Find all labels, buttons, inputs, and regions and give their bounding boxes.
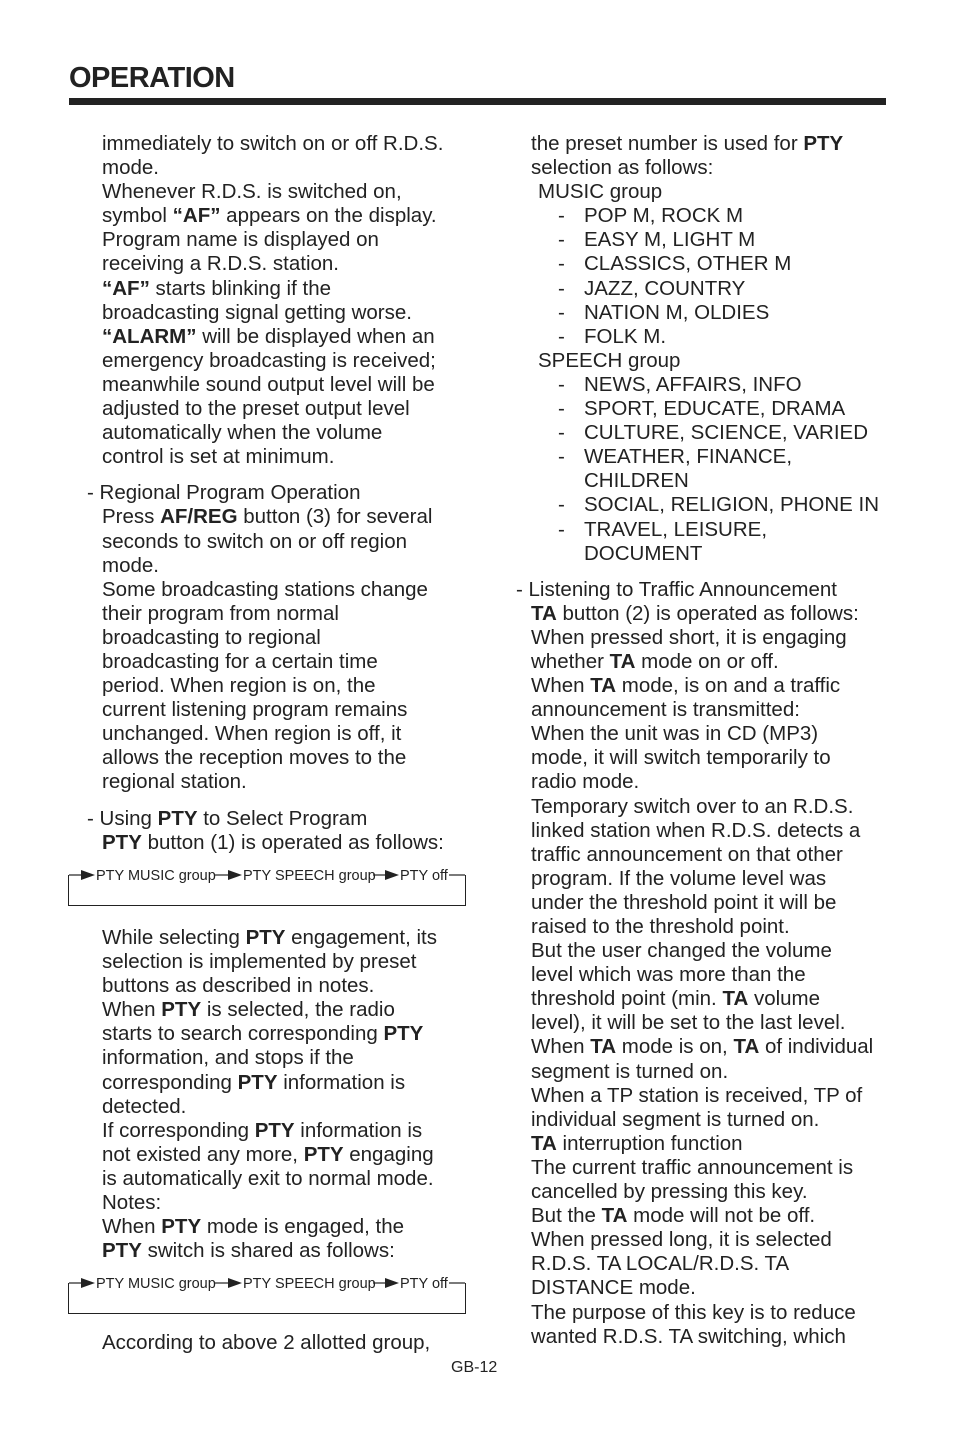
text-line: - Regional Program Operation bbox=[87, 481, 361, 505]
text-run: switch is shared as follows: bbox=[141, 1239, 395, 1263]
text-line: Program name is displayed on bbox=[102, 228, 379, 252]
text-line bbox=[516, 301, 896, 325]
text-run: mode on or off. bbox=[635, 649, 779, 673]
pty-flow-arrows bbox=[69, 863, 465, 887]
text-line bbox=[516, 421, 896, 445]
text-line bbox=[87, 204, 487, 228]
text-line: traffic announcement on that other bbox=[531, 842, 843, 866]
text-run: engaging bbox=[343, 1142, 434, 1166]
bold-term: PTY bbox=[102, 830, 142, 854]
text-line bbox=[516, 650, 896, 674]
pty-flow-row bbox=[69, 1271, 465, 1295]
text-run: the preset number is used for bbox=[531, 132, 804, 155]
text-line bbox=[516, 397, 896, 421]
text-run: is selected, the radio bbox=[201, 998, 395, 1022]
text-line bbox=[87, 831, 487, 855]
text-line: level), it will be set to the last level. bbox=[531, 1011, 846, 1035]
text-line: selection is implemented by preset bbox=[102, 950, 417, 974]
list-item-text: POP M, ROCK M bbox=[584, 204, 744, 228]
text-line bbox=[516, 469, 896, 493]
text-line: But the user changed the volume bbox=[531, 939, 832, 963]
text-run: - Using bbox=[87, 806, 158, 830]
list-dash: - bbox=[558, 300, 565, 324]
text-line: information, and stops if the bbox=[102, 1046, 354, 1070]
text-run: corresponding bbox=[102, 1070, 238, 1094]
text-line bbox=[87, 1215, 487, 1239]
list-dash: - bbox=[558, 228, 565, 252]
pty-flow-item-speech: PTY SPEECH group bbox=[243, 1276, 376, 1292]
text-line: The current traffic announcement is bbox=[531, 1155, 854, 1179]
list-item-text: EASY M, LIGHT M bbox=[584, 228, 756, 252]
bold-term: PTY bbox=[161, 998, 202, 1022]
bold-term: PTY bbox=[303, 1142, 344, 1166]
text-line bbox=[87, 1071, 487, 1095]
bold-term: TA bbox=[722, 987, 749, 1011]
text-line bbox=[516, 325, 896, 349]
text-run: mode will not be off. bbox=[627, 1204, 816, 1228]
bold-term: TA bbox=[601, 1204, 628, 1228]
page-number: GB-12 bbox=[451, 1359, 498, 1376]
text-line: is automatically exit to normal mode. bbox=[102, 1166, 434, 1190]
text-line bbox=[87, 505, 487, 529]
list-dash: - bbox=[558, 252, 565, 276]
text-line bbox=[516, 132, 896, 156]
right-column bbox=[516, 132, 896, 1349]
bold-term: PTY bbox=[254, 1118, 295, 1142]
text-run: engagement, its bbox=[285, 926, 438, 949]
text-run: But the bbox=[531, 1204, 602, 1228]
text-line bbox=[516, 518, 896, 542]
bold-term: PTY bbox=[102, 1239, 142, 1263]
text-line: broadcasting signal getting worse. bbox=[102, 300, 412, 324]
text-run: button (3) for several bbox=[237, 505, 433, 529]
text-run: While selecting bbox=[102, 926, 246, 949]
list-item-text: FOLK M. bbox=[584, 324, 667, 348]
bold-term: TA bbox=[733, 1035, 760, 1059]
bold-term: PTY bbox=[803, 132, 844, 155]
arrow-right-icon bbox=[385, 870, 399, 880]
text-line bbox=[516, 542, 896, 566]
bold-term: “ALARM” bbox=[102, 324, 197, 348]
text-line bbox=[87, 998, 487, 1022]
text-line: detected. bbox=[102, 1094, 187, 1118]
text-run: Press bbox=[102, 505, 161, 529]
text-line: Temporary switch over to an R.D.S. bbox=[531, 794, 854, 818]
text-run: When bbox=[531, 1035, 591, 1059]
text-run: information is bbox=[277, 1070, 406, 1094]
text-line: The purpose of this key is to reduce bbox=[531, 1300, 856, 1324]
text-run: appears on the display. bbox=[220, 204, 437, 228]
list-item-text: CLASSICS, OTHER M bbox=[584, 252, 792, 276]
text-line: current listening program remains bbox=[102, 698, 408, 722]
text-line bbox=[516, 277, 896, 301]
text-run: button (1) is operated as follows: bbox=[141, 830, 444, 854]
bold-term: TA bbox=[531, 601, 557, 625]
left-column-continued bbox=[87, 926, 487, 1263]
bold-term: PTY bbox=[161, 1215, 202, 1239]
text-run: button (2) is operated as follows: bbox=[556, 601, 859, 625]
text-line bbox=[87, 926, 487, 950]
list-dash: - bbox=[558, 397, 565, 421]
text-line: regional station. bbox=[102, 770, 247, 794]
text-run: to Select Program bbox=[197, 806, 368, 830]
text-run: information is bbox=[294, 1118, 423, 1142]
list-item-text: CULTURE, SCIENCE, VARIED bbox=[584, 421, 869, 445]
text-line: period. When region is on, the bbox=[102, 674, 376, 698]
text-line bbox=[87, 277, 487, 301]
text-line bbox=[516, 204, 896, 228]
text-line: individual segment is turned on. bbox=[531, 1107, 820, 1131]
text-line: program. If the volume level was bbox=[531, 866, 827, 890]
bold-term: TA bbox=[609, 649, 636, 673]
text-line: raised to the threshold point. bbox=[531, 915, 790, 938]
list-item-text: JAZZ, COUNTRY bbox=[584, 276, 746, 300]
text-line: broadcasting for a certain time bbox=[102, 649, 378, 673]
text-line: immediately to switch on or off R.D.S. bbox=[102, 132, 444, 155]
pty-flow-item-off: PTY off bbox=[400, 868, 448, 884]
list-item-text: SPORT, EDUCATE, DRAMA bbox=[584, 397, 846, 421]
text-line: mode. bbox=[102, 553, 159, 577]
text-line: linked station when R.D.S. detects a bbox=[531, 818, 861, 842]
text-run: whether bbox=[531, 649, 610, 673]
text-run: mode, is on and a traffic bbox=[616, 674, 841, 698]
text-line bbox=[516, 252, 896, 276]
text-run: When bbox=[102, 998, 162, 1022]
arrow-right-icon bbox=[228, 870, 242, 880]
text-run: volume bbox=[748, 987, 821, 1011]
text-line: level which was more than the bbox=[531, 963, 806, 987]
list-item-text: TRAVEL, LEISURE, bbox=[584, 517, 768, 541]
bold-term: TA bbox=[531, 1131, 557, 1155]
text-line: their program from normal bbox=[102, 601, 339, 625]
pty-flow-item-music: PTY MUSIC group bbox=[96, 868, 216, 884]
list-dash: - bbox=[558, 372, 565, 396]
text-line bbox=[516, 228, 896, 252]
text-run: starts blinking if the bbox=[149, 276, 331, 300]
text-line: announcement is transmitted: bbox=[531, 698, 800, 722]
text-line: meanwhile sound output level will be bbox=[102, 372, 435, 396]
text-line: emergency broadcasting is received; bbox=[102, 348, 436, 372]
pty-flow-arrows bbox=[69, 1271, 465, 1295]
bold-term: PTY bbox=[383, 1022, 424, 1046]
list-dash: - bbox=[558, 445, 565, 469]
list-item-text: DOCUMENT bbox=[584, 541, 703, 565]
text-line bbox=[516, 493, 896, 517]
text-line: control is set at minimum. bbox=[102, 445, 335, 469]
text-line: Whenever R.D.S. is switched on, bbox=[102, 180, 402, 204]
text-line: radio mode. bbox=[531, 770, 640, 794]
pty-flow-item-speech: PTY SPEECH group bbox=[243, 868, 376, 884]
text-line: mode, it will switch temporarily to bbox=[531, 746, 831, 770]
paragraph-gap bbox=[87, 469, 487, 481]
paragraph-gap bbox=[516, 566, 896, 578]
text-line: DISTANCE mode. bbox=[531, 1276, 696, 1300]
text-line bbox=[516, 1132, 896, 1156]
text-run: threshold point (min. bbox=[531, 987, 723, 1011]
arrow-right-icon bbox=[81, 1278, 95, 1288]
text-line: broadcasting to regional bbox=[102, 625, 321, 649]
list-dash: - bbox=[558, 324, 565, 348]
bold-term: TA bbox=[590, 674, 617, 698]
bold-term: “AF” bbox=[102, 276, 150, 300]
text-line: mode. bbox=[102, 156, 159, 180]
text-line: receiving a R.D.S. station. bbox=[102, 252, 339, 276]
text-line bbox=[516, 602, 896, 626]
text-line: SPEECH group bbox=[538, 348, 681, 372]
text-line: unchanged. When region is off, it bbox=[102, 722, 402, 746]
text-run: mode is on, bbox=[616, 1035, 734, 1059]
list-dash: - bbox=[558, 276, 565, 300]
text-line: allows the reception moves to the bbox=[102, 746, 407, 770]
text-line: buttons as described in notes. bbox=[102, 974, 375, 998]
bold-term: TA bbox=[590, 1035, 617, 1059]
list-dash: - bbox=[558, 421, 565, 445]
list-item-text: NATION M, OLDIES bbox=[584, 300, 770, 324]
text-line bbox=[516, 674, 896, 698]
list-dash: - bbox=[558, 204, 565, 228]
text-run: interruption function bbox=[556, 1131, 743, 1155]
list-dash: - bbox=[558, 493, 565, 517]
bold-term: PTY bbox=[237, 1070, 278, 1094]
text-line bbox=[516, 373, 896, 397]
text-run: starts to search corresponding bbox=[102, 1022, 384, 1046]
list-item-text: NEWS, AFFAIRS, INFO bbox=[584, 372, 802, 396]
left-column bbox=[87, 132, 487, 855]
bold-term: “AF” bbox=[172, 204, 221, 228]
text-line: cancelled by pressing this key. bbox=[531, 1180, 808, 1204]
text-line: wanted R.D.S. TA switching, which bbox=[531, 1324, 846, 1348]
page-title: OPERATION bbox=[69, 62, 235, 94]
text-line bbox=[87, 1239, 487, 1263]
text-run: symbol bbox=[102, 204, 173, 228]
list-dash: - bbox=[558, 517, 565, 541]
text-line bbox=[516, 987, 896, 1011]
list-item-text: CHILDREN bbox=[584, 469, 689, 493]
pty-flow-item-off: PTY off bbox=[400, 1276, 448, 1292]
text-line: When pressed long, it is selected bbox=[531, 1228, 832, 1252]
text-run: will be displayed when an bbox=[196, 324, 435, 348]
text-line bbox=[87, 1143, 487, 1167]
text-line: segment is turned on. bbox=[531, 1059, 729, 1083]
pty-flow-diagram-2 bbox=[68, 1276, 466, 1314]
text-run: not existed any more, bbox=[102, 1142, 304, 1166]
text-line: When pressed short, it is engaging bbox=[531, 625, 847, 649]
bold-term: PTY bbox=[245, 926, 286, 949]
title-rule bbox=[69, 98, 886, 105]
pty-flow-row bbox=[69, 863, 465, 887]
text-line bbox=[87, 325, 487, 349]
text-line: Some broadcasting stations change bbox=[102, 577, 428, 601]
text-run: If corresponding bbox=[102, 1118, 255, 1142]
text-line bbox=[516, 1035, 896, 1059]
left-column-end bbox=[87, 1331, 487, 1355]
bold-term: PTY bbox=[157, 806, 198, 830]
text-line: - Listening to Traffic Announcement bbox=[516, 577, 837, 601]
text-line: under the threshold point it will be bbox=[531, 890, 837, 914]
arrow-right-icon bbox=[385, 1278, 399, 1288]
text-line bbox=[87, 807, 487, 831]
bold-term: AF/REG bbox=[160, 505, 238, 529]
text-line: According to above 2 allotted group, bbox=[102, 1331, 431, 1354]
text-line: Notes: bbox=[102, 1191, 162, 1215]
arrow-right-icon bbox=[228, 1278, 242, 1288]
text-line: seconds to switch on or off region bbox=[102, 529, 408, 553]
text-line bbox=[87, 1119, 487, 1143]
text-line bbox=[87, 1022, 487, 1046]
text-line bbox=[516, 1204, 896, 1228]
text-line: automatically when the volume bbox=[102, 421, 383, 445]
text-run: When bbox=[531, 674, 591, 698]
text-line: When a TP station is received, TP of bbox=[531, 1083, 863, 1107]
text-line bbox=[516, 445, 896, 469]
list-item-text: WEATHER, FINANCE, bbox=[584, 445, 793, 469]
text-line: adjusted to the preset output level bbox=[102, 397, 410, 421]
text-line: selection as follows: bbox=[531, 156, 714, 180]
text-line: MUSIC group bbox=[538, 180, 663, 204]
arrow-right-icon bbox=[81, 870, 95, 880]
paragraph-gap bbox=[87, 795, 487, 807]
pty-flow-diagram-1 bbox=[68, 868, 466, 906]
text-run: When bbox=[102, 1215, 162, 1239]
text-line: R.D.S. TA LOCAL/R.D.S. TA bbox=[531, 1252, 790, 1276]
pty-flow-item-music: PTY MUSIC group bbox=[96, 1276, 216, 1292]
text-run: of individual bbox=[759, 1035, 874, 1059]
text-run: mode is engaged, the bbox=[201, 1215, 404, 1239]
text-line: When the unit was in CD (MP3) bbox=[531, 722, 819, 746]
list-item-text: SOCIAL, RELIGION, PHONE IN bbox=[584, 493, 880, 517]
